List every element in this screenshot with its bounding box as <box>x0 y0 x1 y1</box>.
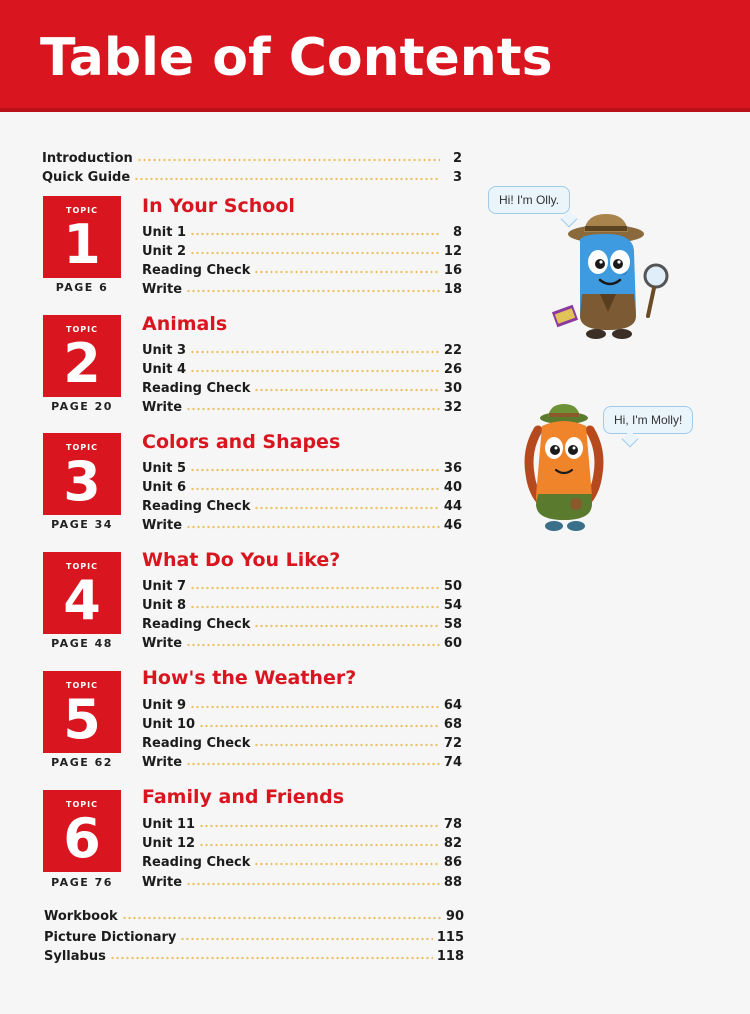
toc-entry[interactable] <box>44 906 464 924</box>
topic-start-page: PAGE 76 <box>51 876 113 889</box>
leader-dots <box>190 231 440 237</box>
leader-dots <box>190 486 440 492</box>
topic-word: TOPIC <box>66 800 98 809</box>
entry-page: 8 <box>452 225 462 240</box>
topic-start-page: PAGE 48 <box>51 637 113 650</box>
entry-label: Unit 2 <box>142 244 187 259</box>
entry-page: 74 <box>443 755 462 770</box>
leader-dots <box>190 704 440 710</box>
molly-mascot-icon <box>516 404 616 540</box>
entry-label: Quick Guide <box>42 170 131 185</box>
toc-entry[interactable] <box>142 397 462 415</box>
topic-title[interactable]: Animals <box>142 313 228 335</box>
entry-page: 58 <box>443 617 462 632</box>
toc-entry[interactable] <box>142 852 462 870</box>
leader-dots <box>137 157 440 163</box>
entry-page: 82 <box>443 836 462 851</box>
entry-page: 54 <box>443 598 462 613</box>
leader-dots <box>134 176 440 182</box>
bubble-tail <box>622 431 639 448</box>
topic-word: TOPIC <box>66 443 98 452</box>
entry-page: 36 <box>443 461 462 476</box>
entry-label: Write <box>142 518 183 533</box>
toc-entry[interactable] <box>142 279 462 297</box>
toc-entry[interactable] <box>142 714 462 732</box>
leader-dots <box>190 585 440 591</box>
molly-speech-bubble <box>603 406 693 434</box>
page-title: Table of Contents <box>40 28 553 88</box>
entry-label: Unit 7 <box>142 579 187 594</box>
topic-number: 2 <box>63 332 101 395</box>
toc-entry[interactable] <box>142 359 462 377</box>
entry-label: Reading Check <box>142 381 251 396</box>
leader-dots <box>186 288 440 294</box>
entry-label: Unit 11 <box>142 817 196 832</box>
topic-word: TOPIC <box>66 325 98 334</box>
leader-dots <box>199 823 440 829</box>
toc-entry[interactable] <box>142 458 462 476</box>
topic-number: 5 <box>63 688 101 751</box>
entry-label: Write <box>142 875 183 890</box>
entry-page: 72 <box>443 736 462 751</box>
entry-label: Unit 5 <box>142 461 187 476</box>
leader-dots <box>180 936 432 942</box>
entry-label: Reading Check <box>142 736 251 751</box>
olly-mascot-icon <box>540 212 680 352</box>
toc-entry[interactable] <box>44 946 464 964</box>
entry-label: Unit 10 <box>142 717 196 732</box>
topic-start-page: PAGE 20 <box>51 400 113 413</box>
topic-title[interactable]: What Do You Like? <box>142 549 341 571</box>
toc-entry[interactable] <box>142 833 462 851</box>
entry-page: 12 <box>443 244 462 259</box>
leader-dots <box>190 604 440 610</box>
topic-start-page: PAGE 6 <box>55 281 109 294</box>
topic-start-page: PAGE 34 <box>51 518 113 531</box>
entry-label: Write <box>142 755 183 770</box>
entry-page: 44 <box>443 499 462 514</box>
toc-entry[interactable] <box>142 695 462 713</box>
entry-page: 18 <box>443 282 462 297</box>
entry-label: Reading Check <box>142 499 251 514</box>
olly-speech-text: Hi! I'm Olly. <box>499 193 560 207</box>
topic-number: 1 <box>63 213 101 276</box>
toc-entry[interactable] <box>142 814 462 832</box>
entry-page: 115 <box>436 930 464 945</box>
topic-title[interactable]: How's the Weather? <box>142 667 357 689</box>
entry-label: Unit 12 <box>142 836 196 851</box>
entry-label: Write <box>142 400 183 415</box>
entry-label: Syllabus <box>44 949 106 964</box>
topic-title[interactable]: Family and Friends <box>142 786 345 808</box>
topic-start-page: PAGE 62 <box>51 756 113 769</box>
entry-label: Unit 3 <box>142 343 187 358</box>
leader-dots <box>190 250 440 256</box>
entry-page: 78 <box>443 817 462 832</box>
entry-page: 26 <box>443 362 462 377</box>
entry-label: Unit 8 <box>142 598 187 613</box>
leader-dots <box>122 915 442 921</box>
toc-entry[interactable] <box>142 733 462 751</box>
topic-number: 3 <box>63 450 101 513</box>
toc-entry[interactable] <box>142 496 462 514</box>
topic-badge-2[interactable] <box>43 315 121 397</box>
entry-label: Introduction <box>42 151 133 166</box>
toc-entry[interactable] <box>142 340 462 358</box>
entry-page: 16 <box>443 263 462 278</box>
leader-dots <box>199 842 440 848</box>
toc-entry[interactable] <box>142 378 462 396</box>
toc-entry[interactable] <box>42 148 462 166</box>
entry-label: Reading Check <box>142 263 251 278</box>
entry-page: 22 <box>443 343 462 358</box>
leader-dots <box>254 742 439 748</box>
leader-dots <box>254 505 439 511</box>
leader-dots <box>186 761 440 767</box>
leader-dots <box>254 269 439 275</box>
toc-entry[interactable] <box>142 633 462 651</box>
entry-page: 68 <box>443 717 462 732</box>
entry-page: 90 <box>445 909 464 924</box>
leader-dots <box>186 406 440 412</box>
entry-page: 118 <box>436 949 464 964</box>
toc-entry[interactable] <box>142 241 462 259</box>
toc-entry[interactable] <box>142 576 462 594</box>
entry-label: Unit 6 <box>142 480 187 495</box>
entry-label: Workbook <box>44 909 118 924</box>
leader-dots <box>254 623 439 629</box>
entry-page: 32 <box>443 400 462 415</box>
entry-page: 50 <box>443 579 462 594</box>
leader-dots <box>199 723 440 729</box>
entry-label: Unit 1 <box>142 225 187 240</box>
topic-badge-4[interactable] <box>43 552 121 634</box>
entry-page: 64 <box>443 698 462 713</box>
entry-page: 60 <box>443 636 462 651</box>
leader-dots <box>190 349 440 355</box>
topic-number: 4 <box>63 569 101 632</box>
leader-dots <box>186 642 440 648</box>
entry-label: Reading Check <box>142 617 251 632</box>
molly-speech-text: Hi, I'm Molly! <box>614 413 683 427</box>
entry-page: 86 <box>443 855 462 870</box>
entry-page: 46 <box>443 518 462 533</box>
topic-title[interactable]: In Your School <box>142 195 295 217</box>
leader-dots <box>190 368 440 374</box>
leader-dots <box>190 467 440 473</box>
topic-badge-6[interactable] <box>43 790 121 872</box>
entry-page: 88 <box>443 875 462 890</box>
toc-entry[interactable] <box>142 872 462 890</box>
leader-dots <box>186 881 440 887</box>
toc-entry[interactable] <box>142 477 462 495</box>
topic-number: 6 <box>63 807 101 870</box>
toc-entry[interactable] <box>142 595 462 613</box>
entry-label: Unit 9 <box>142 698 187 713</box>
entry-label: Picture Dictionary <box>44 930 177 945</box>
topic-badge-1[interactable] <box>43 196 121 278</box>
toc-entry[interactable] <box>142 515 462 533</box>
entry-label: Write <box>142 636 183 651</box>
entry-label: Unit 4 <box>142 362 187 377</box>
toc-entry[interactable] <box>42 167 462 185</box>
leader-dots <box>254 861 439 867</box>
entry-page: 2 <box>452 151 462 166</box>
topic-badge-3[interactable] <box>43 433 121 515</box>
toc-entry[interactable] <box>44 927 464 945</box>
title-banner <box>0 0 750 112</box>
toc-entry[interactable] <box>142 752 462 770</box>
entry-page: 30 <box>443 381 462 396</box>
toc-entry[interactable] <box>142 614 462 632</box>
topic-word: TOPIC <box>66 206 98 215</box>
entry-label: Reading Check <box>142 855 251 870</box>
topic-word: TOPIC <box>66 562 98 571</box>
toc-entry[interactable] <box>142 260 462 278</box>
leader-dots <box>110 955 433 961</box>
entry-label: Write <box>142 282 183 297</box>
toc-entry[interactable] <box>142 222 462 240</box>
topic-title[interactable]: Colors and Shapes <box>142 431 341 453</box>
leader-dots <box>186 524 440 530</box>
olly-speech-bubble <box>488 186 570 214</box>
entry-page: 40 <box>443 480 462 495</box>
topic-word: TOPIC <box>66 681 98 690</box>
topic-badge-5[interactable] <box>43 671 121 753</box>
leader-dots <box>254 387 439 393</box>
entry-page: 3 <box>452 170 462 185</box>
